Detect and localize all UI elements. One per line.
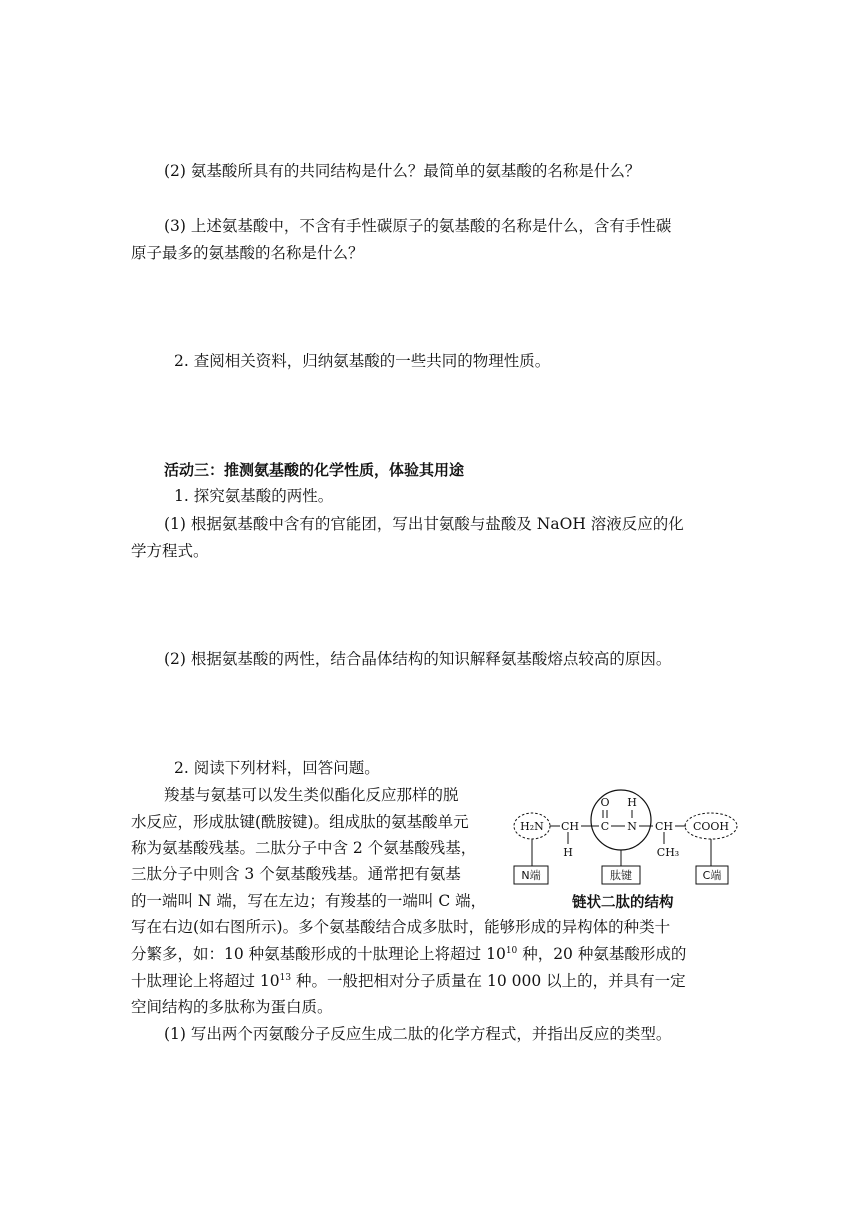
cooh-label: COOH bbox=[692, 820, 730, 833]
item-2: 2. 查阅相关资料，归纳氨基酸的一些共同的物理性质。 bbox=[174, 352, 551, 370]
activity-3-title: 活动三：推测氨基酸的化学性质，体验其用途 bbox=[164, 461, 465, 479]
c-label: C bbox=[600, 820, 610, 833]
activity-3-question-2: (2) 根据氨基酸的两性，结合晶体结构的知识解释氨基酸熔点较高的原因。 bbox=[164, 650, 672, 668]
h2n-label: H₂N bbox=[520, 820, 544, 833]
activity-3-question-1-line-1: (1) 根据氨基酸中含有的官能团，写出甘氨酸与盐酸及 NaOH 溶液反应的化 bbox=[164, 515, 684, 533]
material-line-5: 的一端叫 N 端，写在左边；有羧基的一端叫 C 端， bbox=[131, 892, 487, 910]
material-line-4: 三肽分子中则含 3 个氨基酸残基。通常把有氨基 bbox=[131, 865, 461, 883]
h-bottom-label: H bbox=[563, 846, 573, 859]
n-end-label: N端 bbox=[521, 869, 541, 882]
material-line-1: 羧基与氨基可以发生类似酯化反应那样的脱 bbox=[164, 786, 459, 804]
activity-3-item-2: 2. 阅读下列材料，回答问题。 bbox=[174, 759, 380, 777]
question-3-line-1: (3) 上述氨基酸中，不含有手性碳原子的氨基酸的名称是什么，含有手性碳 bbox=[164, 217, 672, 235]
ch3-label: CH₃ bbox=[656, 846, 680, 859]
material-line-8: 十肽理论上将超过 $10^{13}$ 种。一般把相对分子质量在 10 000 以上的，并具有一定 bbox=[131, 972, 686, 990]
material-line-3: 称为氨基酸残基。二肽分子中含 2 个氨基酸残基， bbox=[131, 839, 477, 857]
o-label: O bbox=[600, 796, 610, 809]
h-top-label: H bbox=[627, 796, 637, 809]
material-line-7: 分繁多，如：10 种氨基酸形成的十肽理论上将超过 $10^{10}$ 种，20 种氨基酸形成的 bbox=[131, 945, 687, 963]
peptide-bond-label: 肽键 bbox=[610, 869, 632, 882]
material-line-9: 空间结构的多肽称为蛋白质。 bbox=[131, 998, 333, 1016]
activity-3-2-question-1: (1) 写出两个丙氨酸分子反应生成二肽的化学方程式，并指出反应的类型。 bbox=[164, 1025, 672, 1043]
question-2: (2) 氨基酸所具有的共同结构是什么？最简单的氨基酸的名称是什么？ bbox=[164, 162, 641, 180]
material-line-2: 水反应，形成肽键(酰胺键)。组成肽的氨基酸单元 bbox=[131, 813, 469, 831]
material-line-6: 写在右边(如右图所示)。多个氨基酸结合成多肽时，能够形成的异构体的种类十 bbox=[131, 918, 671, 936]
activity-3-question-1-line-2: 学方程式。 bbox=[131, 542, 209, 560]
activity-3-item-1: 1. 探究氨基酸的两性。 bbox=[174, 487, 334, 505]
c-end-label: C端 bbox=[702, 869, 722, 882]
diagram-caption: 链状二肽的结构 bbox=[572, 895, 674, 911]
question-3-line-2: 原子最多的氨基酸的名称是什么？ bbox=[131, 244, 364, 262]
ch-1-label: CH bbox=[560, 820, 580, 833]
ch-2-label: CH bbox=[654, 820, 674, 833]
n-label: N bbox=[627, 820, 637, 833]
